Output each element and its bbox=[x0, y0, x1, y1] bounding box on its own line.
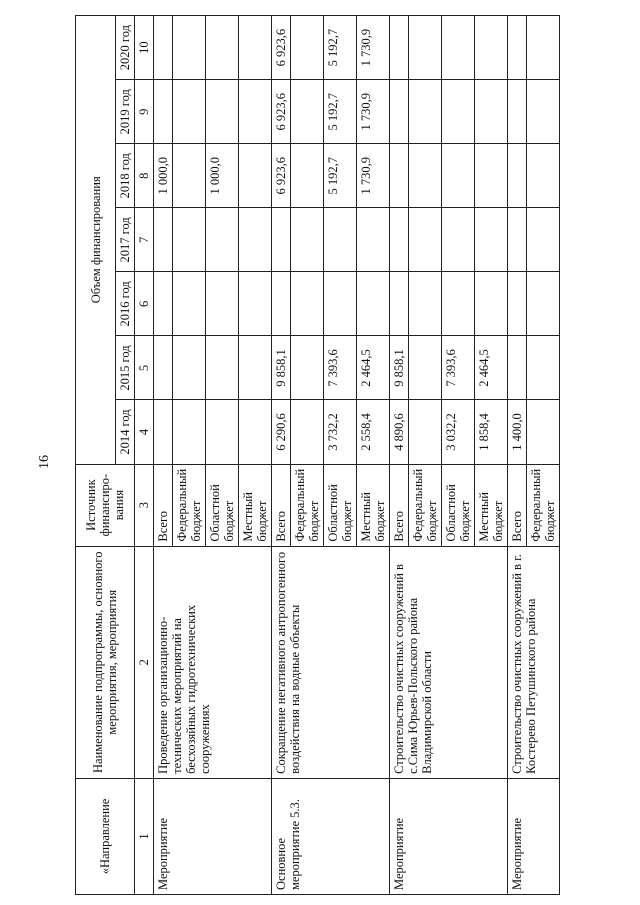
funding-source-cell: Областной бюджет bbox=[206, 464, 239, 546]
value-cell bbox=[527, 208, 560, 272]
direction-cell: Мероприятие bbox=[154, 778, 272, 894]
column-number: 5 bbox=[135, 336, 154, 400]
activity-name-cell: Сокращение негативного антропогенного воздействия на водные объекты bbox=[272, 546, 390, 778]
value-cell bbox=[527, 272, 560, 336]
column-number: 10 bbox=[135, 16, 154, 80]
value-cell bbox=[173, 16, 206, 80]
value-cell: 1 730,9 bbox=[357, 144, 390, 208]
rotated-table-sheet bbox=[75, 15, 620, 895]
value-cell bbox=[173, 208, 206, 272]
value-cell bbox=[206, 336, 239, 400]
value-cell bbox=[173, 80, 206, 144]
year-header: 2016 год bbox=[116, 272, 135, 336]
column-number: 9 bbox=[135, 80, 154, 144]
value-cell bbox=[154, 16, 173, 80]
value-cell bbox=[442, 80, 475, 144]
value-cell bbox=[508, 80, 527, 144]
value-cell bbox=[239, 208, 272, 272]
value-cell bbox=[508, 336, 527, 400]
value-cell bbox=[272, 272, 291, 336]
value-cell bbox=[442, 208, 475, 272]
value-cell bbox=[291, 208, 324, 272]
column-numbers-row bbox=[135, 16, 154, 895]
direction-cell: Мероприятие bbox=[390, 778, 508, 894]
direction-cell: Мероприятие bbox=[508, 778, 560, 894]
value-cell bbox=[291, 80, 324, 144]
value-cell bbox=[239, 400, 272, 464]
value-cell bbox=[409, 80, 442, 144]
value-cell: 1 858,4 bbox=[475, 400, 508, 464]
value-cell bbox=[390, 272, 409, 336]
value-cell bbox=[291, 16, 324, 80]
value-cell bbox=[527, 144, 560, 208]
value-cell bbox=[409, 400, 442, 464]
value-cell bbox=[508, 144, 527, 208]
value-cell: 4 890,6 bbox=[390, 400, 409, 464]
value-cell bbox=[409, 16, 442, 80]
funding-source-cell: Областной бюджет bbox=[442, 464, 475, 546]
value-cell bbox=[527, 336, 560, 400]
funding-source-cell: Федеральный бюджет bbox=[409, 464, 442, 546]
value-cell: 5 192,7 bbox=[324, 80, 357, 144]
value-cell bbox=[239, 272, 272, 336]
header-source: Источник финансиро-вания bbox=[76, 464, 135, 546]
value-cell bbox=[291, 144, 324, 208]
funding-source-cell: Местный бюджет bbox=[239, 464, 272, 546]
header-direction: «Направление bbox=[76, 778, 135, 894]
value-cell bbox=[154, 272, 173, 336]
value-cell bbox=[206, 16, 239, 80]
value-cell bbox=[324, 272, 357, 336]
value-cell bbox=[154, 208, 173, 272]
value-cell bbox=[154, 336, 173, 400]
value-cell: 6 290,6 bbox=[272, 400, 291, 464]
value-cell bbox=[173, 272, 206, 336]
value-cell bbox=[324, 208, 357, 272]
column-number: 8 bbox=[135, 144, 154, 208]
value-cell bbox=[206, 80, 239, 144]
funding-source-cell: Федеральный бюджет bbox=[173, 464, 206, 546]
value-cell bbox=[409, 144, 442, 208]
funding-source-cell: Местный бюджет bbox=[475, 464, 508, 546]
value-cell: 3 032,2 bbox=[442, 400, 475, 464]
value-cell bbox=[390, 16, 409, 80]
column-number: 7 bbox=[135, 208, 154, 272]
header-funding-volume: Объем финансирования bbox=[76, 16, 116, 465]
value-cell bbox=[239, 144, 272, 208]
value-cell bbox=[390, 144, 409, 208]
value-cell: 9 858,1 bbox=[390, 336, 409, 400]
funding-source-cell: Местный бюджет bbox=[357, 464, 390, 546]
value-cell bbox=[239, 16, 272, 80]
value-cell bbox=[206, 208, 239, 272]
value-cell bbox=[508, 272, 527, 336]
value-cell bbox=[291, 272, 324, 336]
value-cell bbox=[357, 272, 390, 336]
value-cell bbox=[154, 400, 173, 464]
table-row bbox=[390, 16, 409, 895]
header-name: Наименование подпрограммы, основного мероприятия, мероприятия bbox=[76, 546, 135, 778]
value-cell: 3 732,2 bbox=[324, 400, 357, 464]
value-cell bbox=[357, 208, 390, 272]
value-cell bbox=[390, 80, 409, 144]
column-number: 3 bbox=[135, 464, 154, 546]
column-number: 2 bbox=[135, 546, 154, 778]
year-header: 2015 год bbox=[116, 336, 135, 400]
value-cell bbox=[239, 336, 272, 400]
value-cell bbox=[527, 400, 560, 464]
value-cell bbox=[173, 400, 206, 464]
value-cell: 1 000,0 bbox=[206, 144, 239, 208]
value-cell bbox=[475, 144, 508, 208]
value-cell: 6 923,6 bbox=[272, 80, 291, 144]
funding-table bbox=[75, 15, 560, 895]
table-row bbox=[508, 16, 527, 895]
value-cell bbox=[508, 16, 527, 80]
funding-source-cell: Всего bbox=[508, 464, 527, 546]
value-cell: 9 858,1 bbox=[272, 336, 291, 400]
value-cell bbox=[475, 208, 508, 272]
value-cell bbox=[409, 272, 442, 336]
value-cell bbox=[409, 208, 442, 272]
year-header: 2017 год bbox=[116, 208, 135, 272]
value-cell bbox=[475, 272, 508, 336]
funding-source-cell: Всего bbox=[390, 464, 409, 546]
funding-source-cell: Всего bbox=[154, 464, 173, 546]
value-cell: 2 558,4 bbox=[357, 400, 390, 464]
value-cell: 2 464,5 bbox=[357, 336, 390, 400]
activity-name-cell: Строительство очистных сооружений в г. Костерево Петушинского района bbox=[508, 546, 560, 778]
activity-name-cell: Строительство очистных сооружений в с.Сима Юрьев-Польского района Владимирской области bbox=[390, 546, 508, 778]
value-cell bbox=[527, 80, 560, 144]
column-number: 1 bbox=[135, 778, 154, 894]
funding-source-cell: Федеральный бюджет bbox=[291, 464, 324, 546]
funding-source-cell: Областной бюджет bbox=[324, 464, 357, 546]
table-row bbox=[272, 16, 291, 895]
value-cell: 1 400,0 bbox=[508, 400, 527, 464]
value-cell bbox=[442, 144, 475, 208]
value-cell: 2 464,5 bbox=[475, 336, 508, 400]
value-cell: 5 192,7 bbox=[324, 144, 357, 208]
funding-source-cell: Всего bbox=[272, 464, 291, 546]
value-cell bbox=[442, 16, 475, 80]
value-cell bbox=[291, 336, 324, 400]
value-cell bbox=[442, 272, 475, 336]
value-cell: 5 192,7 bbox=[324, 16, 357, 80]
value-cell: 1 730,9 bbox=[357, 80, 390, 144]
value-cell: 6 923,6 bbox=[272, 16, 291, 80]
value-cell bbox=[508, 208, 527, 272]
value-cell bbox=[527, 16, 560, 80]
year-header: 2018 год bbox=[116, 144, 135, 208]
value-cell: 1 730,9 bbox=[357, 16, 390, 80]
direction-cell: Основное мероприятие 5.3. bbox=[272, 778, 390, 894]
value-cell: 6 923,6 bbox=[272, 144, 291, 208]
table-body bbox=[154, 16, 560, 895]
value-cell bbox=[206, 400, 239, 464]
year-header: 2014 год bbox=[116, 400, 135, 464]
value-cell bbox=[173, 144, 206, 208]
value-cell: 1 000,0 bbox=[154, 144, 173, 208]
funding-source-cell: Федеральный бюджет bbox=[527, 464, 560, 546]
value-cell bbox=[239, 80, 272, 144]
value-cell bbox=[475, 80, 508, 144]
value-cell bbox=[272, 208, 291, 272]
column-number: 6 bbox=[135, 272, 154, 336]
value-cell bbox=[291, 400, 324, 464]
activity-name-cell: Проведение организационно-технических мероприятий на бесхозяйных гидротехнических сооружениях bbox=[154, 546, 272, 778]
value-cell bbox=[390, 208, 409, 272]
value-cell bbox=[409, 336, 442, 400]
value-cell: 7 393,6 bbox=[324, 336, 357, 400]
page-number: 16 bbox=[37, 455, 52, 469]
value-cell: 7 393,6 bbox=[442, 336, 475, 400]
column-number: 4 bbox=[135, 400, 154, 464]
value-cell bbox=[206, 272, 239, 336]
value-cell bbox=[154, 80, 173, 144]
value-cell bbox=[173, 336, 206, 400]
year-header: 2019 год bbox=[116, 80, 135, 144]
year-header: 2020 год bbox=[116, 16, 135, 80]
table-row bbox=[154, 16, 173, 895]
value-cell bbox=[475, 16, 508, 80]
